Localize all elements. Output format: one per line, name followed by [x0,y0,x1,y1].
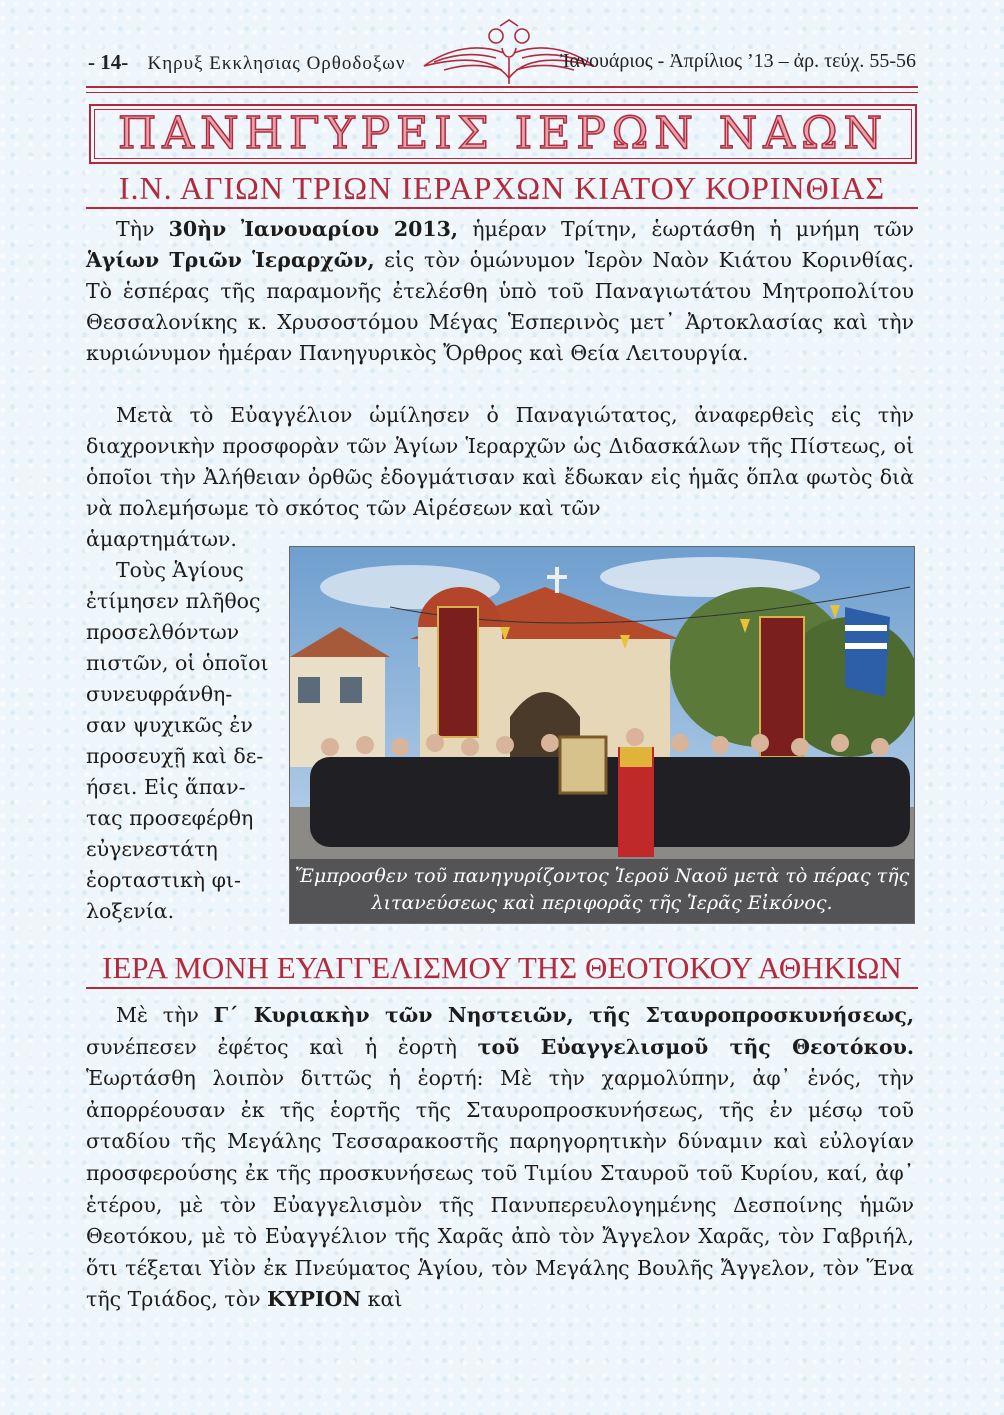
section1-paragraph-2: Μετὰ τὸ Εὐαγγέλιον ὡμίλησεν ὁ Παναγιώτατος, ἀναφερθεὶς εἰς τὴν διαχρονικὴν προσφορὰν τῶν Ἁγίων Ἱεραρχῶν ὡς Διδασκάλων τῆς Πίστεως, οἱ ὁποῖοι τὴν Ἀλήθειαν ὀρθῶς ἐδογμάτισαν καὶ ἔδωκαν εἰς ἡμᾶς ὅπλα φωτὸς διὰ νὰ πολεμήσωμε τὸ σκότος τῶν Αἱρέσεων καὶ τῶν [86,403,914,520]
section1-paragraph-2-end: ἁμαρτημάτων. [86,527,237,551]
narrow-line: λοξενία. [86,899,175,923]
page-number: - 14- [88,50,129,74]
text-run: συνέπεσεν ἐφέτος καὶ ἡ ἑορτὴ [86,1034,478,1059]
header-left [88,50,405,75]
page-title: ΠΑΝΗΓΥΡΕΙΣ ΙΕΡΩΝ ΝΑΩΝ [117,108,889,159]
section1-paragraph-1 [86,214,914,369]
text-run: εἰς τὸν ὁμώνυμον Ἱερὸν Ναὸν Κιάτου Κορινθίας. Τὸ ἑσπέρας τῆς παραμονῆς ἐτελέσθη ὑπὸ τοῦ Παναγιωτάτου Μητροπολίτου Θεσσαλονίκης κ. Χρυσοστόμου Μέγας Ἑσπερινὸς μετ᾽ Ἀρτοκλασίας καὶ τὴν κυριώνυμον ἡμέραν Πανηγυρικὸς Ὄρθρος καὶ Θεία Λειτουργία. [86,248,914,365]
magazine-name: Κηρυξ Εκκλησιας Ορθοδοξων [147,53,406,74]
narrow-line: τας προσεφέρθη [86,806,254,830]
feast-highlight: τοῦ Εὐαγγελισμοῦ τῆς Θεοτόκου. [477,1034,914,1059]
narrow-line: ήσει. Εἰς ἅπαν- [86,775,246,799]
narrow-line: προσευχῇ καὶ δε- [86,744,264,768]
issue-info: Ἰανουάριος - Ἀπρίλιος ’13 – ἀρ. τεύχ. 55-56 [560,50,916,72]
section1-paragraph-3 [86,555,280,927]
narrow-line: σαν ψυχικῶς ἐν [86,713,253,737]
sunday-highlight: Γ΄ Κυριακὴν τῶν Νηστειῶν, τῆς Σταυροπροσκυνήσεως, [213,1003,915,1027]
page-title-box [89,104,917,164]
text-run: ἡμέραν Τρίτην, ἑωρτάσθη ἡ μνήμη τῶν [458,217,915,241]
text-run: Τὴν [116,217,169,241]
section1-heading: Ι.Ν. ΑΓΙΩΝ ΤΡΙΩΝ ΙΕΡΑΡΧΩΝ ΚΙΑΤΟΥ ΚΟΡΙΝΘΙΑΣ [118,170,886,206]
photo-caption: Ἔμπροσθεν τοῦ πανηγυρίζοντος Ἱεροῦ Ναοῦ μετὰ τὸ πέρας τῆς λιτανεύσεως καὶ περιφορᾶς τῆς Ἱερᾶς Εἰκόνος. [290,859,914,923]
narrow-line: εὐγενεστάτη [86,837,218,861]
narrow-line: πιστῶν, οἱ ὁποῖοι [86,651,269,675]
narrow-line: ἑορταστικὴ φι- [86,868,241,892]
lord-highlight: ΚΥΡΙΟΝ [267,1287,362,1312]
header-rule-top [86,86,918,88]
saints-highlight: Ἁγίων Τριῶν Ἱεραρχῶν, [86,248,375,272]
narrow-line: προσελθόντων [86,620,240,644]
section2-paragraph-1 [86,1000,914,1316]
section2-heading: ΙΕΡΑ ΜΟΝΗ ΕΥΑΓΓΕΛΙΣΜΟΥ ΤΗΣ ΘΕΟΤΟΚΟΥ ΑΘΗΚΙΩΝ [102,950,902,985]
section2-rule [86,987,918,989]
narrow-line: ἐτίμησεν πλῆθος [86,589,261,613]
date-highlight: 30ὴν Ἰανουαρίου 2013, [168,217,459,241]
text-run: Μὲ τὴν [116,1003,214,1027]
narrow-line: συνευφράνθη- [86,682,233,706]
church-group-photo [289,546,915,924]
text-run: καὶ [361,1287,403,1312]
header-rule-bottom [86,92,918,93]
text-run: Ἑωρτάσθη λοιπὸν διττῶς ἡ ἑορτή: Μὲ τὴν χαρμολύπην, ἀφ᾽ ἑνός, τὴν ἀπορρέουσαν ἐκ τῆς ἑορτῆς τῆς Σταυροπροσκυνήσεως, τῆς ἐν μέσῳ τοῦ σταδίου τῆς Μεγάλης Τεσσαρακοστῆς παρηγορητικὴν δύναμιν καὶ εὐλογίαν προσφερούσης ἐκ τῆς προσκυνήσεως τοῦ Τιμίου Σταυροῦ τοῦ Κυρίου, καί, ἀφ᾽ ἑτέρου, μὲ τὸν Εὐαγγελισμὸν τῆς Πανυπερευλογημένης Δεσποίνης ἡμῶν Θεοτόκου, μὲ τὸ Εὐαγγέλιον τῆς Χαρᾶς ἀπὸ τὸν Ἄγγελον Χαρᾶς, τὸν Γαβριήλ, ὅτι τέξεται Υἱὸν ἐκ Πνεύματος Ἁγίου, τὸν Μεγάλης Βουλῆς Ἄγγελον, τὸν Ἕνα τῆς Τριάδος, τὸν [86,1066,914,1312]
section1-rule [86,207,918,209]
narrow-line: Τοὺς Ἁγίους [116,558,244,582]
